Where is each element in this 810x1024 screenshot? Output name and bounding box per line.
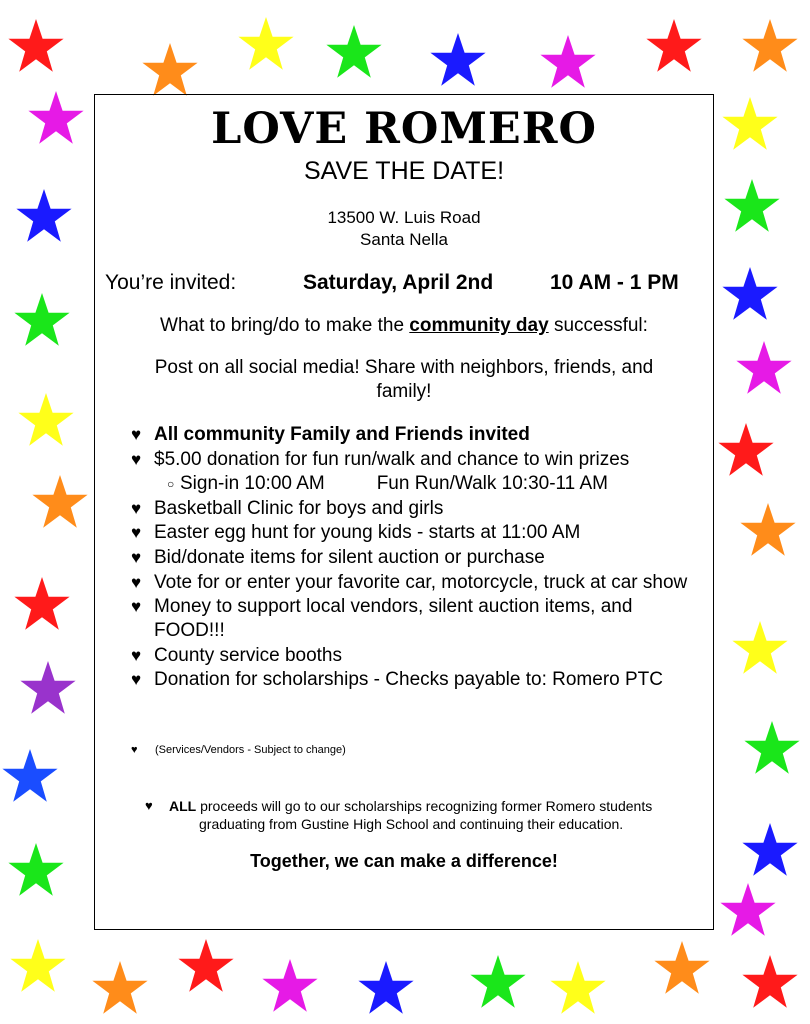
social-media-note: Post on all social media! Share with neighbors, friends, and family! <box>154 357 654 402</box>
address-line-2: Santa Nella <box>360 230 448 249</box>
star-icon <box>428 30 488 90</box>
list-item-text: Donation for scholarships - Checks payable to: Romero PTC <box>154 669 664 691</box>
event-date: Saturday, April 2nd <box>303 271 494 294</box>
star-icon <box>538 32 598 92</box>
star-icon <box>644 16 704 76</box>
star-icon <box>30 472 90 532</box>
bring-instructions <box>95 313 713 339</box>
star-icon <box>26 88 86 148</box>
activity-list <box>131 423 706 693</box>
flyer-box <box>94 94 714 930</box>
star-icon <box>740 820 800 880</box>
star-icon <box>356 958 416 1018</box>
list-item <box>131 644 706 668</box>
sub-list-item <box>131 472 706 496</box>
proceeds-line-1 <box>145 797 693 815</box>
list-item <box>131 497 706 521</box>
list-item <box>131 571 706 595</box>
star-icon <box>722 176 782 236</box>
star-icon <box>6 840 66 900</box>
circle-bullet-icon: ○ <box>167 477 175 492</box>
vendor-note <box>131 742 346 758</box>
list-item-text: Basketball Clinic for boys and girls <box>154 497 444 519</box>
star-icon <box>718 880 778 940</box>
star-icon <box>12 290 72 350</box>
event-time: 10 AM - 1 PM <box>550 271 679 294</box>
list-item-text: Easter egg hunt for young kids - starts at 11:00 AM <box>154 522 581 544</box>
vendor-note-text: (Services/Vendors - Subject to change) <box>155 744 346 756</box>
star-icon <box>740 16 800 76</box>
star-icon <box>742 718 802 778</box>
heart-bullet-icon: ♥ <box>131 547 142 567</box>
list-item-text: Vote for or enter your favorite car, motorcycle, truck at car show <box>154 571 688 593</box>
star-icon <box>12 574 72 634</box>
star-icon <box>720 94 780 154</box>
list-item <box>131 546 706 570</box>
signin-time: Sign-in 10:00 AM <box>180 473 325 495</box>
heart-bullet-icon: ♥ <box>131 744 138 756</box>
star-icon <box>716 420 776 480</box>
star-icon <box>324 22 384 82</box>
bring-suffix: successful: <box>548 315 648 336</box>
heart-bullet-icon: ♥ <box>131 645 142 665</box>
star-icon <box>734 338 794 398</box>
star-icon <box>14 186 74 246</box>
bring-prefix: What to bring/do to make the <box>160 315 410 336</box>
star-icon <box>468 952 528 1012</box>
list-item <box>131 668 706 692</box>
star-icon <box>0 746 60 806</box>
star-icon <box>260 956 320 1016</box>
star-icon <box>652 938 712 998</box>
star-icon <box>16 390 76 450</box>
heart-bullet-icon: ♥ <box>131 572 142 592</box>
heart-bullet-icon: ♥ <box>131 498 142 518</box>
list-item-text: Bid/donate items for silent auction or purchase <box>154 546 545 568</box>
list-item <box>131 448 706 472</box>
list-item-text: County service booths <box>154 644 342 666</box>
invite-label: You’re invited: <box>105 271 237 294</box>
star-icon <box>8 936 68 996</box>
heart-bullet-icon: ♥ <box>131 670 142 690</box>
star-icon <box>176 936 236 996</box>
list-item-text: All community Family and Friends invited <box>154 424 530 445</box>
heart-bullet-icon: ♥ <box>131 425 142 444</box>
star-icon <box>730 618 790 678</box>
proceeds-line-1-text: proceeds will go to our scholarships recognizing former Romero students <box>196 798 653 814</box>
list-item-text: Money to support local vendors, silent auction items, and FOOD!!! <box>154 596 633 642</box>
star-icon <box>738 500 798 560</box>
heart-bullet-icon: ♥ <box>131 523 142 543</box>
proceeds-line-2: graduating from Gustine High School and continuing their education. <box>199 816 624 832</box>
list-item <box>131 521 706 545</box>
event-address <box>95 207 713 251</box>
list-item-text: $5.00 donation for fun run/walk and chance to win prizes <box>154 448 630 470</box>
star-icon <box>740 952 800 1012</box>
bring-emphasis: community day <box>409 315 549 336</box>
list-item <box>131 595 706 643</box>
star-icon <box>236 14 296 74</box>
star-icon <box>6 16 66 76</box>
star-icon <box>18 658 78 718</box>
star-icon <box>720 264 780 324</box>
heart-bullet-icon: ♥ <box>145 798 153 813</box>
proceeds-bold: ALL <box>169 798 197 814</box>
funrun-time: Fun Run/Walk 10:30-11 AM <box>376 473 608 495</box>
list-item <box>131 423 706 447</box>
proceeds-note <box>145 797 693 833</box>
star-shape <box>8 19 63 72</box>
address-line-1: 13500 W. Luis Road <box>327 208 481 227</box>
star-icon <box>140 40 200 100</box>
star-icon <box>548 958 608 1018</box>
heart-bullet-icon: ♥ <box>131 597 142 617</box>
heart-bullet-icon: ♥ <box>131 449 142 469</box>
closing-slogan: Together, we can make a difference! <box>250 851 558 871</box>
save-the-date-heading: SAVE THE DATE! <box>303 157 505 185</box>
flyer-title: LOVE ROMERO <box>211 104 597 154</box>
star-icon <box>90 958 150 1018</box>
